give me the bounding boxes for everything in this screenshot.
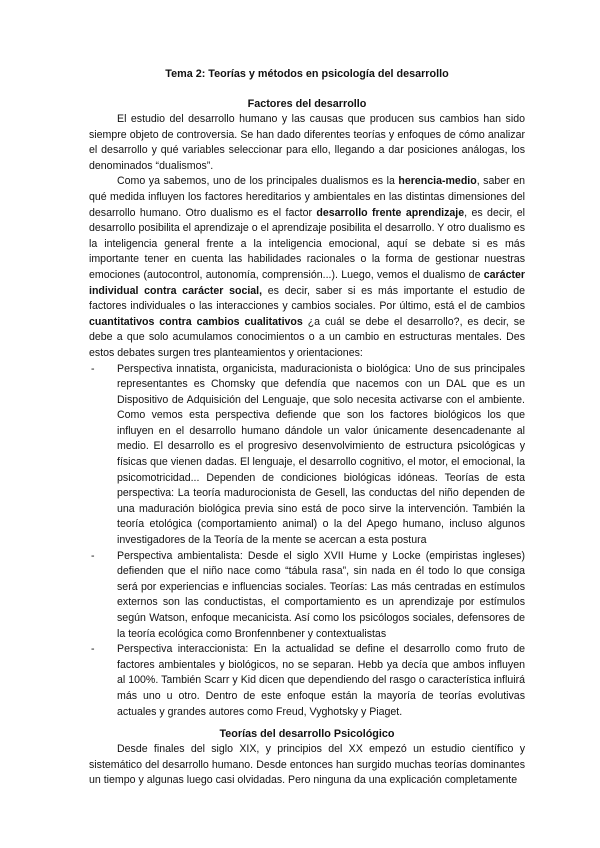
list-item-innatista [89, 362, 525, 549]
dualismos-text-4: es decir, saber si es más importante el estudio de factores individuales o las interacciones y cambios sociales. Por último, está el de cambios [89, 284, 525, 313]
dualismo-desarrollo-aprendizaje: desarrollo frente aprendizaje [316, 206, 465, 219]
dualismos-text-3: , es decir, el desarrollo posibilita el aprendizaje o el aprendizaje posibilita el desarrollo. Y otro dualismo es la inteligencia general frente a la inteligencia emocional, aquí se debate si es más importante tener en cuenta las habilidades racionales o la forma de gestionar nuestras emociones (autocontrol, autonomía, comprensión...). Luego, vemos el dualismo de [89, 206, 526, 281]
dualismos-text-1: Como ya sabemos, uno de los principales dualismos es la [117, 175, 399, 188]
paragraph-dualismos [89, 174, 525, 361]
document-body [89, 66, 525, 789]
list-item-ambientalista [89, 549, 525, 643]
section-heading-teorias: Teorías del desarrollo Psicológico [219, 728, 395, 741]
perspectives-list [89, 362, 525, 721]
document-title: Tema 2: Teorías y métodos en psicología del desarrollo [165, 68, 449, 80]
perspective-interaccionista-text: Perspectiva interaccionista: En la actualidad se define el desarrollo como fruto de factores ambientales y biológicos, no se separan. Hebb ya decía que ambos influyen al 100%. También Scarr y Kid dicen que dependiendo del rasgo o característica influirá más uno u otro. Dentro de este enfoque están la mayoría de teorías evolutivas actuales y grandes autores como Freud, Vyghotsky y Piaget. [117, 643, 525, 718]
section-heading-factores: Factores del desarrollo [247, 98, 367, 110]
bullet-dash: - [91, 643, 95, 656]
perspective-ambientalista-text: Perspectiva ambientalista: Desde el siglo XVII Hume y Locke (empiristas ingleses) defienden que el niño nace como “tábula rasa”, sin nada en él todo lo que consiga será por experiencias e influencias sociales. Teorías: Las más centradas en estímulos externos son las conductistas, el comportamiento es un aprendizaje por estímulos según Watson, enfoque mecanicista. Así como los psicólogos sociales, defensores de la teoría ecológica como Bronfennbener y contextualistas [117, 549, 525, 640]
dualismo-herencia-medio: herencia-medio [398, 175, 477, 188]
bullet-dash: - [91, 362, 95, 375]
dualismo-cuantitativo-cualitativo: cuantitativos contra cambios cualitativos [89, 315, 303, 328]
paragraph-intro: El estudio del desarrollo humano y las causas que producen sus cambios han sido siempre objeto de controversia. Se han dado diferentes teorías y enfoques de cómo analizar el desarrollo y qué variables seleccionar para ello, llegando a dar posiciones análogas, los denominados “dualismos”. [89, 113, 525, 172]
paragraph-teorias-intro: Desde finales del siglo XIX, y principios del XX empezó un estudio científico y sistemático del desarrollo humano. Desde entonces han surgido muchas teorías dominantes un tiempo y algunas luego casi olvidadas. Pero ninguna da una explicación completamente [89, 743, 525, 787]
list-item-interaccionista [89, 642, 525, 720]
dualismos-text-2: , saber en qué medida influyen los factores hereditarios y ambientales en las distintas dimensiones del desarrollo humano. Otro dualismo es el factor [89, 175, 525, 219]
perspective-innatista-text: Perspectiva innatista, organicista, maduracionista o biológica: Uno de sus principales representantes es Chomsky que defendía que nacemos con un DAL que es un Dispositivo de Adquisición del Lenguaje, que solo necesita activarse con el ambiente. Como vemos esta perspectiva defiende que son los factores biológicos los que influyen en el desarrollo humano dándole un valor únicamente desencadenante al medio. El desarrollo es el progresivo desenvolvimiento de estructura psicológicas y físicas que vienen dadas. El lenguaje, el desarrollo cognitivo, el motor, el emocional, la psicomotricidad... Dependen de condiciones biológicas idóneas. Teorías de esta perspectiva: La teoría madurocionista de Gesell, las conductas del niño dependen de una maduración biológica previa sino está de poco sirve la intervención. También la teoría etológica (comportamiento animal) o la del Apego humano, incluso algunos investigadores de la Teoría de la mente se acercan a esta postura [117, 362, 525, 547]
bullet-dash: - [91, 549, 95, 562]
dualismo-individual-social: carácter individual contra carácter social, [89, 268, 525, 297]
dualismos-text-5: ¿a cuál se debe el desarrollo?, es decir, se debe a que solo acumulamos conocimientos o a un cambio en estructuras mentales. Des estos debates surgen tres planteamientos y orientaciones: [89, 315, 525, 359]
